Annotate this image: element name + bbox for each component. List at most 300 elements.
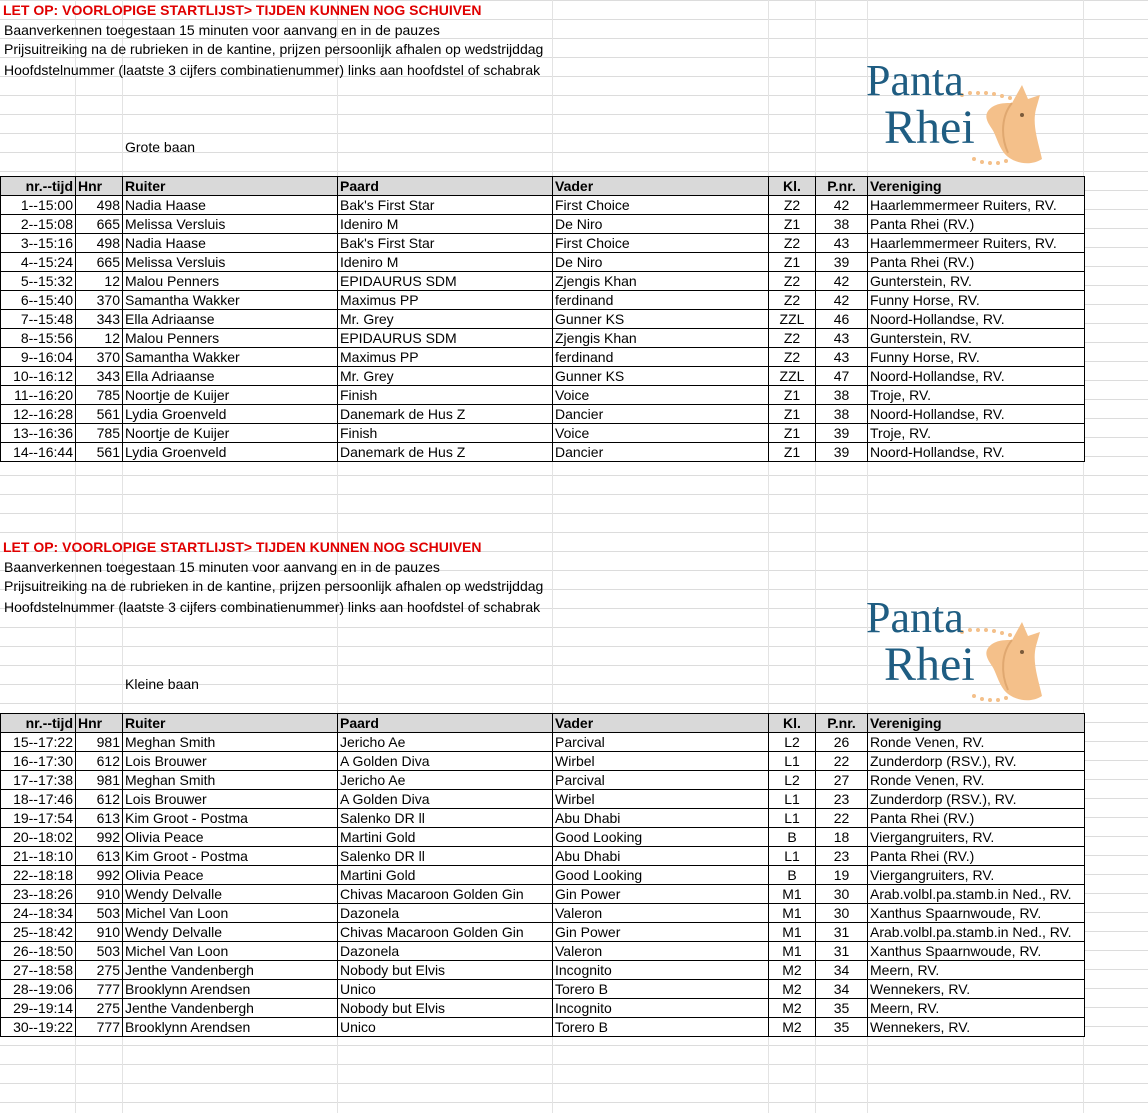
- cell-klasse: L2: [769, 733, 816, 752]
- cell-nr-tijd: 30--19:22: [1, 1018, 76, 1037]
- cell-nr-tijd: 15--17:22: [1, 733, 76, 752]
- table-row: [1, 291, 1085, 310]
- cell-paard: Chivas Macaroon Golden Gin: [338, 885, 553, 904]
- cell-klasse: L2: [769, 771, 816, 790]
- cell-ruiter: Jenthe Vandenbergh: [123, 999, 338, 1018]
- cell-klasse: M1: [769, 923, 816, 942]
- cell-ruiter: Melissa Versluis: [123, 215, 338, 234]
- cell-nr-tijd: 24--18:34: [1, 904, 76, 923]
- cell-hnr: 12: [76, 329, 123, 348]
- column-header-nr-tijd: nr.--tijd: [1, 714, 76, 733]
- cell-paard: Dazonela: [338, 904, 553, 923]
- cell-vader: Gunner KS: [553, 310, 769, 329]
- note-line: Hoofdstelnummer (laatste 3 cijfers combinatienummer) links aan hoofdstel of schabrak: [4, 599, 541, 615]
- cell-vader: Torero B: [553, 980, 769, 999]
- cell-klasse: M1: [769, 942, 816, 961]
- cell-vader: ferdinand: [553, 348, 769, 367]
- cell-proefnummer: 39: [816, 253, 868, 272]
- cell-vereniging: Ronde Venen, RV.: [868, 733, 1085, 752]
- cell-hnr: 613: [76, 809, 123, 828]
- cell-ruiter: Lois Brouwer: [123, 790, 338, 809]
- cell-vereniging: Arab.volbl.pa.stamb.in Ned., RV.: [868, 885, 1085, 904]
- cell-klasse: B: [769, 866, 816, 885]
- cell-nr-tijd: 29--19:14: [1, 999, 76, 1018]
- section-title: Grote baan: [125, 139, 196, 155]
- cell-hnr: 503: [76, 942, 123, 961]
- cell-ruiter: Meghan Smith: [123, 771, 338, 790]
- cell-vader: First Choice: [553, 234, 769, 253]
- table-row: [1, 999, 1085, 1018]
- cell-nr-tijd: 5--15:32: [1, 272, 76, 291]
- cell-klasse: Z2: [769, 329, 816, 348]
- table-row: [1, 980, 1085, 999]
- cell-proefnummer: 43: [816, 329, 868, 348]
- cell-ruiter: Noortje de Kuijer: [123, 386, 338, 405]
- cell-proefnummer: 23: [816, 847, 868, 866]
- cell-klasse: Z1: [769, 443, 816, 462]
- cell-paard: Danemark de Hus Z: [338, 405, 553, 424]
- cell-vereniging: Troje, RV.: [868, 424, 1085, 443]
- cell-paard: Nobody but Elvis: [338, 999, 553, 1018]
- cell-vereniging: Funny Horse, RV.: [868, 291, 1085, 310]
- cell-proefnummer: 34: [816, 961, 868, 980]
- cell-vereniging: Noord-Hollandse, RV.: [868, 367, 1085, 386]
- cell-klasse: Z1: [769, 386, 816, 405]
- cell-paard: Bak's First Star: [338, 196, 553, 215]
- cell-paard: Finish: [338, 386, 553, 405]
- cell-proefnummer: 35: [816, 999, 868, 1018]
- cell-hnr: 343: [76, 367, 123, 386]
- cell-proefnummer: 35: [816, 1018, 868, 1037]
- cell-proefnummer: 18: [816, 828, 868, 847]
- cell-vader: Voice: [553, 386, 769, 405]
- cell-paard: Danemark de Hus Z: [338, 443, 553, 462]
- cell-vader: Valeron: [553, 942, 769, 961]
- cell-proefnummer: 42: [816, 272, 868, 291]
- cell-klasse: Z2: [769, 234, 816, 253]
- cell-hnr: 910: [76, 885, 123, 904]
- cell-vereniging: Zunderdorp (RSV.), RV.: [868, 752, 1085, 771]
- cell-ruiter: Kim Groot - Postma: [123, 847, 338, 866]
- cell-ruiter: Nadia Haase: [123, 234, 338, 253]
- cell-ruiter: Nadia Haase: [123, 196, 338, 215]
- cell-nr-tijd: 11--16:20: [1, 386, 76, 405]
- cell-vereniging: Wennekers, RV.: [868, 1018, 1085, 1037]
- cell-proefnummer: 39: [816, 424, 868, 443]
- cell-ruiter: Olivia Peace: [123, 828, 338, 847]
- cell-ruiter: Samantha Wakker: [123, 291, 338, 310]
- cell-hnr: 498: [76, 196, 123, 215]
- cell-proefnummer: 31: [816, 923, 868, 942]
- cell-hnr: 665: [76, 253, 123, 272]
- cell-klasse: Z2: [769, 196, 816, 215]
- cell-paard: Jericho Ae: [338, 733, 553, 752]
- cell-hnr: 370: [76, 348, 123, 367]
- table-row: [1, 847, 1085, 866]
- table-row: [1, 386, 1085, 405]
- logo-word-2: Rhei: [884, 638, 975, 691]
- cell-klasse: L1: [769, 809, 816, 828]
- cell-nr-tijd: 3--15:16: [1, 234, 76, 253]
- cell-paard: Mr. Grey: [338, 310, 553, 329]
- table-row: [1, 885, 1085, 904]
- cell-nr-tijd: 8--15:56: [1, 329, 76, 348]
- cell-vereniging: Xanthus Spaarnwoude, RV.: [868, 904, 1085, 923]
- table-row: [1, 771, 1085, 790]
- cell-vereniging: Panta Rhei (RV.): [868, 809, 1085, 828]
- cell-hnr: 612: [76, 790, 123, 809]
- cell-proefnummer: 30: [816, 904, 868, 923]
- cell-hnr: 777: [76, 980, 123, 999]
- cell-paard: Martini Gold: [338, 828, 553, 847]
- cell-vader: Dancier: [553, 405, 769, 424]
- note-line: Baanverkennen toegestaan 15 minuten voor aanvang en in de pauzes: [4, 559, 440, 575]
- column-header-hnr: Hnr: [76, 714, 123, 733]
- cell-paard: Unico: [338, 980, 553, 999]
- cell-proefnummer: 26: [816, 733, 868, 752]
- cell-proefnummer: 42: [816, 196, 868, 215]
- cell-proefnummer: 23: [816, 790, 868, 809]
- cell-proefnummer: 42: [816, 291, 868, 310]
- column-header-vader: Vader: [553, 177, 769, 196]
- cell-klasse: Z2: [769, 348, 816, 367]
- cell-ruiter: Michel Van Loon: [123, 904, 338, 923]
- cell-hnr: 777: [76, 1018, 123, 1037]
- cell-ruiter: Brooklynn Arendsen: [123, 980, 338, 999]
- panta-rhei-logo: [862, 592, 1052, 712]
- cell-vereniging: Panta Rhei (RV.): [868, 253, 1085, 272]
- cell-klasse: Z2: [769, 291, 816, 310]
- cell-vader: ferdinand: [553, 291, 769, 310]
- cell-proefnummer: 38: [816, 405, 868, 424]
- cell-klasse: Z2: [769, 272, 816, 291]
- column-header-paard: Paard: [338, 177, 553, 196]
- cell-proefnummer: 22: [816, 752, 868, 771]
- cell-nr-tijd: 14--16:44: [1, 443, 76, 462]
- cell-paard: Bak's First Star: [338, 234, 553, 253]
- table-row: [1, 809, 1085, 828]
- cell-paard: EPIDAURUS SDM: [338, 329, 553, 348]
- cell-paard: Finish: [338, 424, 553, 443]
- cell-klasse: L1: [769, 752, 816, 771]
- cell-vereniging: Noord-Hollandse, RV.: [868, 443, 1085, 462]
- cell-ruiter: Meghan Smith: [123, 733, 338, 752]
- note-line: Hoofdstelnummer (laatste 3 cijfers combinatienummer) links aan hoofdstel of schabrak: [4, 62, 541, 78]
- cell-ruiter: Lydia Groenveld: [123, 405, 338, 424]
- cell-ruiter: Michel Van Loon: [123, 942, 338, 961]
- table-row: [1, 961, 1085, 980]
- column-header-ruiter: Ruiter: [123, 714, 338, 733]
- cell-proefnummer: 38: [816, 215, 868, 234]
- cell-vereniging: Meern, RV.: [868, 961, 1085, 980]
- table-row: [1, 733, 1085, 752]
- cell-proefnummer: 43: [816, 234, 868, 253]
- cell-vader: De Niro: [553, 253, 769, 272]
- cell-proefnummer: 34: [816, 980, 868, 999]
- cell-vader: Valeron: [553, 904, 769, 923]
- cell-vereniging: Arab.volbl.pa.stamb.in Ned., RV.: [868, 923, 1085, 942]
- cell-vereniging: Funny Horse, RV.: [868, 348, 1085, 367]
- cell-ruiter: Samantha Wakker: [123, 348, 338, 367]
- cell-hnr: 910: [76, 923, 123, 942]
- cell-klasse: M2: [769, 961, 816, 980]
- table-row: [1, 196, 1085, 215]
- cell-nr-tijd: 13--16:36: [1, 424, 76, 443]
- logo-word-2: Rhei: [884, 101, 975, 154]
- cell-paard: EPIDAURUS SDM: [338, 272, 553, 291]
- table-row: [1, 329, 1085, 348]
- cell-hnr: 275: [76, 999, 123, 1018]
- cell-vereniging: Troje, RV.: [868, 386, 1085, 405]
- cell-klasse: M1: [769, 904, 816, 923]
- cell-ruiter: Melissa Versluis: [123, 253, 338, 272]
- table-row: [1, 942, 1085, 961]
- cell-hnr: 992: [76, 828, 123, 847]
- cell-nr-tijd: 1--15:00: [1, 196, 76, 215]
- column-header-klasse: Kl.: [769, 714, 816, 733]
- cell-nr-tijd: 28--19:06: [1, 980, 76, 999]
- cell-proefnummer: 39: [816, 443, 868, 462]
- cell-vader: Parcival: [553, 733, 769, 752]
- cell-nr-tijd: 17--17:38: [1, 771, 76, 790]
- table-row: [1, 272, 1085, 291]
- cell-ruiter: Noortje de Kuijer: [123, 424, 338, 443]
- cell-vereniging: Noord-Hollandse, RV.: [868, 405, 1085, 424]
- cell-paard: A Golden Diva: [338, 790, 553, 809]
- cell-hnr: 981: [76, 733, 123, 752]
- cell-vader: Abu Dhabi: [553, 847, 769, 866]
- cell-vader: First Choice: [553, 196, 769, 215]
- cell-paard: Ideniro M: [338, 253, 553, 272]
- horse-head-icon: [986, 622, 1042, 700]
- cell-ruiter: Kim Groot - Postma: [123, 809, 338, 828]
- table-header-row: [1, 714, 1085, 733]
- cell-nr-tijd: 4--15:24: [1, 253, 76, 272]
- cell-nr-tijd: 25--18:42: [1, 923, 76, 942]
- cell-nr-tijd: 22--18:18: [1, 866, 76, 885]
- cell-paard: Dazonela: [338, 942, 553, 961]
- cell-klasse: L1: [769, 847, 816, 866]
- cell-nr-tijd: 10--16:12: [1, 367, 76, 386]
- cell-vader: Zjengis Khan: [553, 272, 769, 291]
- section-title: Kleine baan: [125, 676, 199, 692]
- cell-klasse: Z1: [769, 405, 816, 424]
- startlist-table: [0, 176, 1085, 462]
- cell-ruiter: Brooklynn Arendsen: [123, 1018, 338, 1037]
- cell-paard: Mr. Grey: [338, 367, 553, 386]
- horse-head-icon: [986, 85, 1042, 163]
- cell-ruiter: Malou Penners: [123, 272, 338, 291]
- cell-ruiter: Wendy Delvalle: [123, 923, 338, 942]
- column-header-paard: Paard: [338, 714, 553, 733]
- cell-vader: Gunner KS: [553, 367, 769, 386]
- panta-rhei-logo: [862, 55, 1052, 175]
- table-row: [1, 866, 1085, 885]
- cell-nr-tijd: 9--16:04: [1, 348, 76, 367]
- cell-paard: Nobody but Elvis: [338, 961, 553, 980]
- cell-paard: Salenko DR ll: [338, 847, 553, 866]
- cell-klasse: Z1: [769, 253, 816, 272]
- warning-text: LET OP: VOORLOPIGE STARTLIJST> TIJDEN KUNNEN NOG SCHUIVEN: [3, 2, 482, 18]
- cell-vader: De Niro: [553, 215, 769, 234]
- cell-klasse: Z1: [769, 215, 816, 234]
- cell-paard: A Golden Diva: [338, 752, 553, 771]
- table-row: [1, 443, 1085, 462]
- cell-hnr: 561: [76, 443, 123, 462]
- cell-vereniging: Panta Rhei (RV.): [868, 215, 1085, 234]
- cell-hnr: 785: [76, 386, 123, 405]
- cell-hnr: 498: [76, 234, 123, 253]
- cell-hnr: 992: [76, 866, 123, 885]
- cell-hnr: 343: [76, 310, 123, 329]
- cell-vader: Wirbel: [553, 752, 769, 771]
- note-line: Prijsuitreiking na de rubrieken in de kantine, prijzen persoonlijk afhalen op wedstrijddag: [4, 41, 544, 57]
- cell-nr-tijd: 19--17:54: [1, 809, 76, 828]
- cell-paard: Maximus PP: [338, 291, 553, 310]
- table-row: [1, 790, 1085, 809]
- cell-ruiter: Olivia Peace: [123, 866, 338, 885]
- table-header-row: [1, 177, 1085, 196]
- cell-nr-tijd: 7--15:48: [1, 310, 76, 329]
- warning-text: LET OP: VOORLOPIGE STARTLIJST> TIJDEN KUNNEN NOG SCHUIVEN: [3, 539, 482, 555]
- cell-vader: Incognito: [553, 961, 769, 980]
- column-header-vader: Vader: [553, 714, 769, 733]
- table-row: [1, 828, 1085, 847]
- cell-ruiter: Wendy Delvalle: [123, 885, 338, 904]
- cell-nr-tijd: 16--17:30: [1, 752, 76, 771]
- column-header-ruiter: Ruiter: [123, 177, 338, 196]
- cell-klasse: M2: [769, 1018, 816, 1037]
- cell-klasse: M1: [769, 885, 816, 904]
- cell-paard: Maximus PP: [338, 348, 553, 367]
- cell-hnr: 503: [76, 904, 123, 923]
- cell-paard: Chivas Macaroon Golden Gin: [338, 923, 553, 942]
- column-header-vereniging: Vereniging: [868, 714, 1085, 733]
- cell-vader: Gin Power: [553, 923, 769, 942]
- cell-hnr: 561: [76, 405, 123, 424]
- column-header-proefnummer: P.nr.: [816, 714, 868, 733]
- logo-word-1: Panta: [866, 56, 964, 105]
- cell-ruiter: Lois Brouwer: [123, 752, 338, 771]
- table-row: [1, 405, 1085, 424]
- note-line: Prijsuitreiking na de rubrieken in de kantine, prijzen persoonlijk afhalen op wedstrijddag: [4, 578, 544, 594]
- cell-hnr: 981: [76, 771, 123, 790]
- cell-vader: Zjengis Khan: [553, 329, 769, 348]
- table-row: [1, 424, 1085, 443]
- cell-nr-tijd: 27--18:58: [1, 961, 76, 980]
- column-header-klasse: Kl.: [769, 177, 816, 196]
- column-header-proefnummer: P.nr.: [816, 177, 868, 196]
- cell-ruiter: Malou Penners: [123, 329, 338, 348]
- cell-nr-tijd: 23--18:26: [1, 885, 76, 904]
- cell-vereniging: Panta Rhei (RV.): [868, 847, 1085, 866]
- table-row: [1, 253, 1085, 272]
- cell-vader: Incognito: [553, 999, 769, 1018]
- table-row: [1, 904, 1085, 923]
- table-row: [1, 923, 1085, 942]
- cell-klasse: B: [769, 828, 816, 847]
- cell-hnr: 370: [76, 291, 123, 310]
- cell-klasse: ZZL: [769, 310, 816, 329]
- table-row: [1, 234, 1085, 253]
- cell-hnr: 665: [76, 215, 123, 234]
- cell-paard: Unico: [338, 1018, 553, 1037]
- cell-nr-tijd: 6--15:40: [1, 291, 76, 310]
- cell-vereniging: Zunderdorp (RSV.), RV.: [868, 790, 1085, 809]
- cell-vereniging: Meern, RV.: [868, 999, 1085, 1018]
- cell-proefnummer: 46: [816, 310, 868, 329]
- cell-proefnummer: 22: [816, 809, 868, 828]
- cell-paard: Salenko DR ll: [338, 809, 553, 828]
- cell-hnr: 275: [76, 961, 123, 980]
- table-row: [1, 752, 1085, 771]
- cell-ruiter: Jenthe Vandenbergh: [123, 961, 338, 980]
- cell-vader: Dancier: [553, 443, 769, 462]
- cell-vereniging: Gunterstein, RV.: [868, 329, 1085, 348]
- cell-proefnummer: 31: [816, 942, 868, 961]
- cell-vader: Abu Dhabi: [553, 809, 769, 828]
- cell-proefnummer: 43: [816, 348, 868, 367]
- cell-hnr: 785: [76, 424, 123, 443]
- cell-paard: Martini Gold: [338, 866, 553, 885]
- cell-hnr: 612: [76, 752, 123, 771]
- cell-nr-tijd: 20--18:02: [1, 828, 76, 847]
- logo-word-1: Panta: [866, 593, 964, 642]
- cell-klasse: Z1: [769, 424, 816, 443]
- table-row: [1, 367, 1085, 386]
- cell-vereniging: Viergangruiters, RV.: [868, 828, 1085, 847]
- cell-proefnummer: 38: [816, 386, 868, 405]
- cell-vader: Gin Power: [553, 885, 769, 904]
- startlist-table: [0, 713, 1085, 1037]
- cell-vereniging: Ronde Venen, RV.: [868, 771, 1085, 790]
- cell-paard: Ideniro M: [338, 215, 553, 234]
- note-line: Baanverkennen toegestaan 15 minuten voor aanvang en in de pauzes: [4, 22, 440, 38]
- column-header-nr-tijd: nr.--tijd: [1, 177, 76, 196]
- cell-nr-tijd: 21--18:10: [1, 847, 76, 866]
- cell-vader: Torero B: [553, 1018, 769, 1037]
- cell-ruiter: Lydia Groenveld: [123, 443, 338, 462]
- column-header-vereniging: Vereniging: [868, 177, 1085, 196]
- cell-nr-tijd: 18--17:46: [1, 790, 76, 809]
- cell-hnr: 12: [76, 272, 123, 291]
- cell-klasse: M2: [769, 980, 816, 999]
- table-row: [1, 1018, 1085, 1037]
- cell-vader: Parcival: [553, 771, 769, 790]
- cell-vader: Good Looking: [553, 866, 769, 885]
- cell-ruiter: Ella Adriaanse: [123, 310, 338, 329]
- column-header-hnr: Hnr: [76, 177, 123, 196]
- table-row: [1, 348, 1085, 367]
- cell-klasse: ZZL: [769, 367, 816, 386]
- cell-vereniging: Haarlemmermeer Ruiters, RV.: [868, 234, 1085, 253]
- cell-vereniging: Xanthus Spaarnwoude, RV.: [868, 942, 1085, 961]
- cell-vader: Wirbel: [553, 790, 769, 809]
- cell-proefnummer: 19: [816, 866, 868, 885]
- cell-nr-tijd: 26--18:50: [1, 942, 76, 961]
- cell-proefnummer: 30: [816, 885, 868, 904]
- cell-vereniging: Viergangruiters, RV.: [868, 866, 1085, 885]
- cell-klasse: L1: [769, 790, 816, 809]
- cell-vereniging: Gunterstein, RV.: [868, 272, 1085, 291]
- cell-vereniging: Haarlemmermeer Ruiters, RV.: [868, 196, 1085, 215]
- cell-nr-tijd: 2--15:08: [1, 215, 76, 234]
- cell-vereniging: Wennekers, RV.: [868, 980, 1085, 999]
- cell-ruiter: Ella Adriaanse: [123, 367, 338, 386]
- cell-proefnummer: 27: [816, 771, 868, 790]
- cell-paard: Jericho Ae: [338, 771, 553, 790]
- cell-klasse: M2: [769, 999, 816, 1018]
